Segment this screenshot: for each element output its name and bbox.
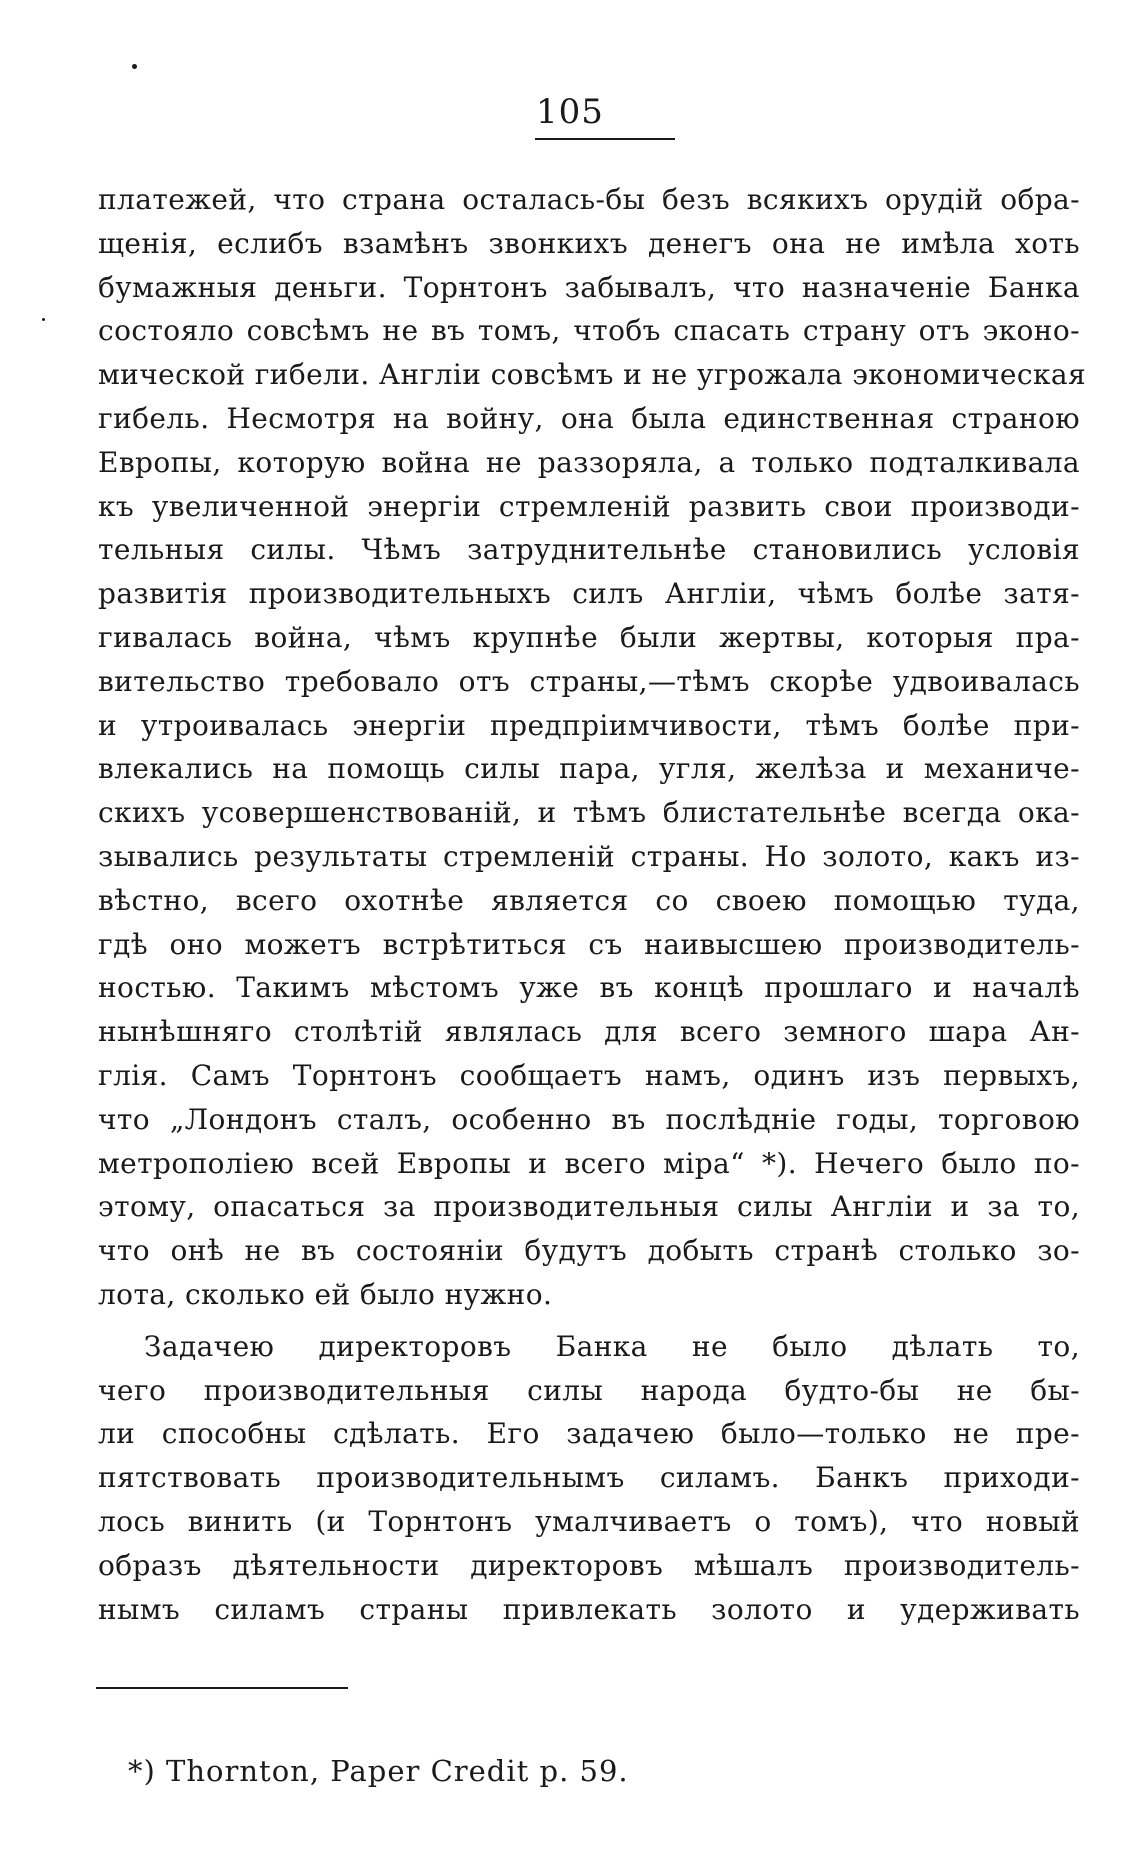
text-line: ли способны сдѣлать. Его задачею было—только не пре- <box>98 1417 1080 1451</box>
text-line: вительство требовало отъ страны,—тѣмъ скорѣе удвоивалась <box>98 664 1080 698</box>
text-line: Европы, которую война не раззоряла, а только подталкивала <box>98 445 1080 479</box>
text-line: гдѣ оно можетъ встрѣтиться съ наивысшею производитель- <box>98 927 1080 961</box>
text-line: Задачею директоровъ Банка не было дѣлать то, <box>144 1329 1080 1363</box>
text-line: гибель. Несмотря на войну, она была единственная страною <box>98 401 1080 435</box>
page-number-rule <box>535 138 675 140</box>
text-line: мической гибели. Англіи совсѣмъ и не угрожала экономическая <box>98 358 1087 392</box>
text-line: глія. Самъ Торнтонъ сообщаетъ намъ, одинъ изъ первыхъ, <box>98 1058 1080 1092</box>
text-line: бумажныя деньги. Торнтонъ забывалъ, что назначеніе Банка <box>98 270 1080 304</box>
text-line: влекались на помощь силы пара, угля, желѣза и механиче- <box>98 752 1080 786</box>
ink-speck <box>42 318 45 321</box>
text-line: гивалась война, чѣмъ крупнѣе были жертвы, которыя пра- <box>98 620 1080 654</box>
text-line: метрополіею всей Европы и всего міра“ *). Нечего было по- <box>98 1146 1080 1180</box>
text-line: къ увеличенной энергіи стремленій развить свои производи- <box>98 489 1080 523</box>
text-line: что „Лондонъ сталъ, особенно въ послѣдніе годы, торговою <box>98 1102 1080 1136</box>
text-line: тельныя силы. Чѣмъ затруднительнѣе становились условія <box>98 533 1080 567</box>
text-line: образъ дѣятельности директоровъ мѣшалъ производитель- <box>98 1548 1080 1582</box>
text-line: и утроивалась энергіи предпріимчивости, тѣмъ болѣе при- <box>98 708 1080 742</box>
page-number: 105 <box>536 92 604 132</box>
text-line: лось винить (и Торнтонъ умалчиваетъ о томъ), что новый <box>98 1504 1080 1538</box>
text-line: нынѣшняго столѣтій являлась для всего земного шара Ан- <box>98 1015 1080 1049</box>
text-line: этому, опасаться за производительныя силы Англіи и за то, <box>98 1190 1080 1224</box>
ink-speck <box>132 64 137 69</box>
footnote: *) Thornton, Paper Credit p. 59. <box>128 1754 629 1788</box>
text-line: развитія производительныхъ силъ Англіи, чѣмъ болѣе затя- <box>98 577 1080 611</box>
text-line: лота, сколько ей было нужно. <box>98 1277 553 1311</box>
text-line: платежей, что страна осталась-бы безъ всякихъ орудій обра- <box>98 183 1080 216</box>
text-line: зывались результаты стремленій страны. Но золото, какъ из- <box>98 839 1080 873</box>
text-line: вѣстно, всего охотнѣе является со своею помощью туда, <box>98 883 1080 917</box>
text-line: ностью. Такимъ мѣстомъ уже въ концѣ прошлаго и началѣ <box>98 971 1080 1005</box>
text-line: нымъ силамъ страны привлекать золото и удерживать <box>98 1592 1080 1626</box>
text-line: скихъ усовершенствованій, и тѣмъ блистательнѣе всегда ока- <box>98 796 1080 830</box>
footnote-rule <box>96 1687 348 1689</box>
text-line: чего производительныя силы народа будто-бы не бы- <box>98 1373 1080 1407</box>
paragraph-1 <box>98 178 1087 1317</box>
text-line: состояло совсѣмъ не въ томъ, чтобъ спасать страну отъ эконо- <box>98 314 1080 348</box>
text-line: щенія, еслибъ взамѣнъ звонкихъ денегъ она не имѣла хоть <box>98 226 1080 260</box>
body-text <box>98 178 1087 1631</box>
paragraph-2 <box>98 1325 1080 1632</box>
text-line: что онѣ не въ состояніи будутъ добыть странѣ столько зо- <box>98 1234 1080 1268</box>
text-line: пятствовать производительнымъ силамъ. Банкъ приходи- <box>98 1461 1080 1495</box>
